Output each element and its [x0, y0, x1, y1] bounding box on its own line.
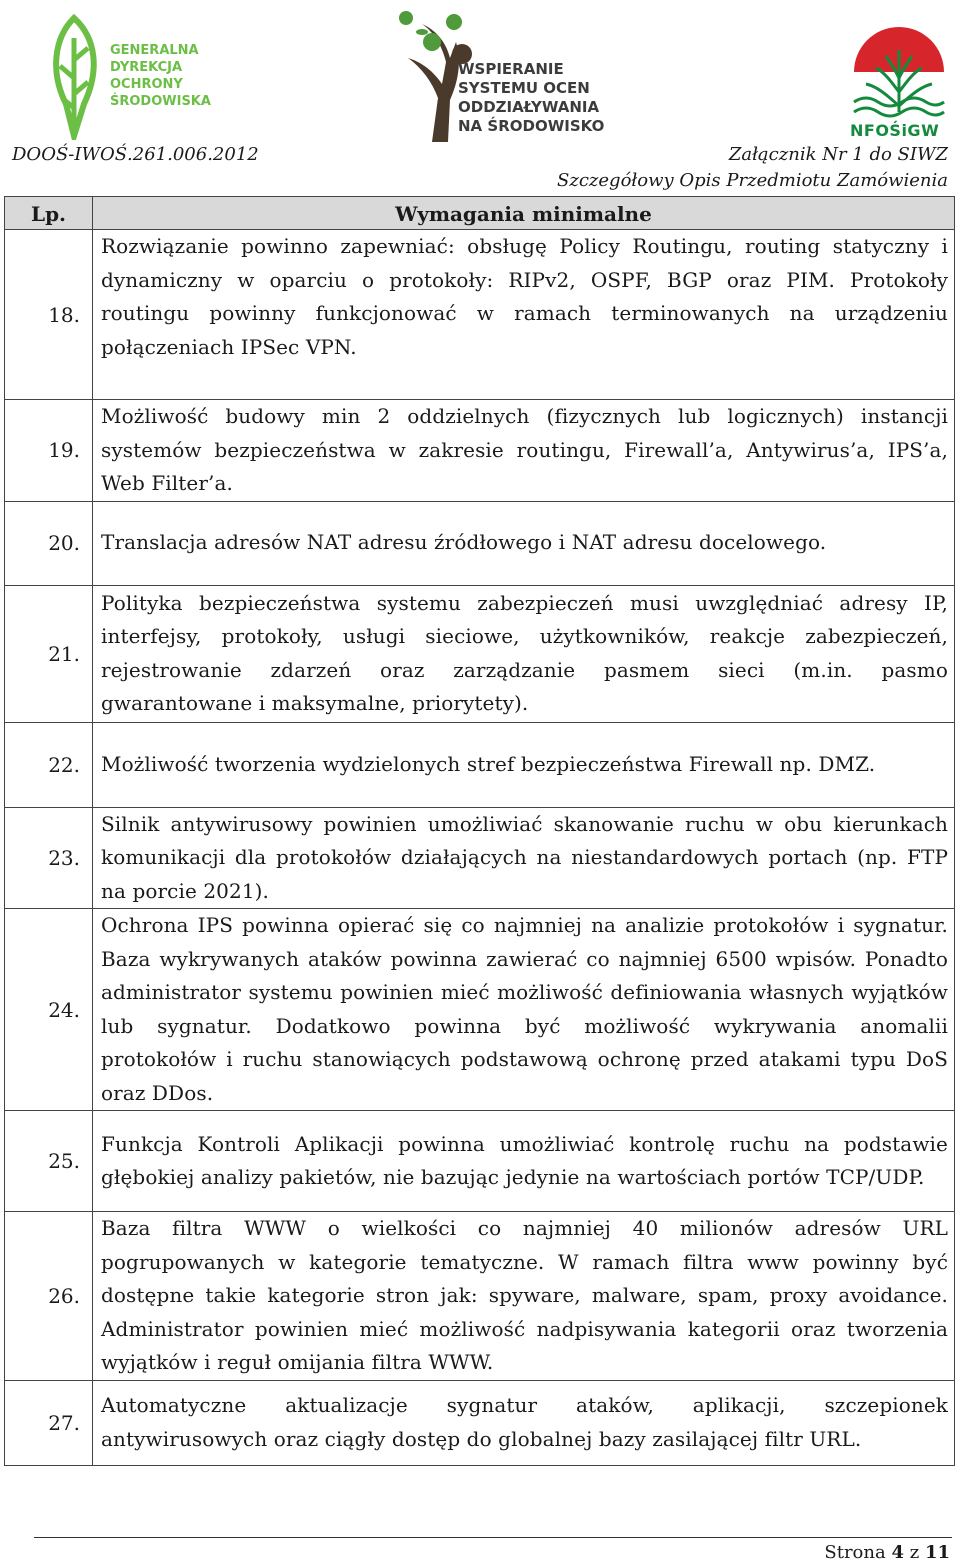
table-row: [5, 501, 955, 585]
row-number: 26.: [5, 1212, 93, 1381]
footer-rule: [34, 1537, 952, 1538]
row-text: Baza filtra WWW o wielkości co najmniej 40 milionów adresów URL pogrupowanych w kategorie tematyczne. W ramach filtra www powinny być dostępne takie kategorie stron jak: spyware, malware, spam, proxy avoidance. Administrator powinien mieć możliwość nadpisywania kategorii oraz tworzenia wyjątków i reguł omijania filtra WWW.: [93, 1212, 955, 1381]
column-header-requirements: Wymagania minimalne: [93, 197, 955, 230]
table-header-row: [5, 197, 955, 230]
column-header-lp: Lp.: [5, 197, 93, 230]
row-text: Możliwość budowy min 2 oddzielnych (fizycznych lub logicznych) instancji systemów bezpieczeństwa w zakresie routingu, Firewall’a, Antywirus’a, IPS’a, Web Filter’a.: [93, 400, 955, 502]
row-number: 18.: [5, 230, 93, 400]
gdos-logo-text: GENERALNA DYREKCJA OCHRONY ŚRODOWISKA: [110, 43, 211, 109]
nfosigw-logo-text: NFOŚiGW: [850, 121, 940, 140]
row-text: Translacja adresów NAT adresu źródłowego i NAT adresu docelowego.: [93, 501, 955, 585]
requirements-table: [4, 196, 955, 1466]
wsoos-logo: [392, 2, 605, 148]
page-total: 11: [924, 1542, 950, 1563]
table-row: [5, 1111, 955, 1212]
sun-tree-icon: [846, 2, 952, 122]
row-text: Polityka bezpieczeństwa systemu zabezpieczeń musi uwzględniać adresy IP, interfejsy, protokoły, usługi sieciowe, użytkowników, reakcje zabezpieczeń, rejestrowanie zdarzeń oraz zarządzanie pasmem sieci (m.in. pasmo gwarantowane i maksymalne, priorytety).: [93, 585, 955, 722]
row-text: Silnik antywirusowy powinien umożliwiać skanowanie ruchu w obu kierunkach komunikacji dla protokołów działających na niestandardowych portach (np. FTP na porcie 2021).: [93, 807, 955, 909]
page-current: 4: [891, 1542, 904, 1563]
row-number: 24.: [5, 909, 93, 1111]
nfosigw-logo: [846, 2, 952, 144]
table-row: [5, 722, 955, 807]
row-text: Funkcja Kontroli Aplikacji powinna umożliwiać kontrolę ruchu na podstawie głębokiej analizy pakietów, nie bazując jedynie na wartościach portów TCP/UDP.: [93, 1111, 955, 1212]
table-row: [5, 1380, 955, 1465]
row-text: Rozwiązanie powinno zapewniać: obsługę Policy Routingu, routing statyczny i dynamiczny w oparciu o protokoły: RIPv2, OSPF, BGP oraz PIM. Protokoły routingu powinny funkcjonować w ramach terminowanych na urządzeniu połączeniach IPSec VPN.: [93, 230, 955, 400]
wsoos-logo-text: WSPIERANIE SYSTEMU OCEN ODDZIAŁYWANIA NA ŚRODOWISKO: [458, 60, 605, 135]
table-row: [5, 807, 955, 909]
table-row: [5, 1212, 955, 1381]
page-prefix: Strona: [824, 1542, 886, 1563]
row-number: 27.: [5, 1380, 93, 1465]
row-number: 25.: [5, 1111, 93, 1212]
row-text: Automatyczne aktualizacje sygnatur ataków, aplikacji, szczepionek antywirusowych oraz ciągły dostęp do globalnej bazy zasilającej filtr URL.: [93, 1380, 955, 1465]
row-number: 20.: [5, 501, 93, 585]
table-row: [5, 400, 955, 502]
page-separator: z: [909, 1542, 920, 1563]
row-number: 21.: [5, 585, 93, 722]
row-text: Ochrona IPS powinna opierać się co najmniej na analizie protokołów i sygnatur. Baza wykrywanych ataków powinna zawierać co najmniej 6500 wpisów. Ponadto administrator systemu powinien mieć możliwość definiowania własnych wyjątków lub sygnatur. Dodatkowo powinna być możliwość wykrywania anomalii protokołów i ruchu stanowiących podstawową ochronę przed atakami typu DoS oraz DDos.: [93, 909, 955, 1111]
table-row: [5, 909, 955, 1111]
row-number: 22.: [5, 722, 93, 807]
page-counter: [824, 1542, 950, 1563]
document-reference: DOOŚ-IWOŚ.261.006.2012: [12, 144, 259, 165]
row-number: 23.: [5, 807, 93, 909]
gdos-logo: [44, 8, 211, 140]
attachment-label: Załącznik Nr 1 do SIWZ: [728, 144, 948, 165]
row-text: Możliwość tworzenia wydzielonych stref bezpieczeństwa Firewall np. DMZ.: [93, 722, 955, 807]
table-row: [5, 585, 955, 722]
specification-title: Szczegółowy Opis Przedmiotu Zamówienia: [557, 170, 948, 191]
row-number: 19.: [5, 400, 93, 502]
table-row: [5, 230, 955, 400]
